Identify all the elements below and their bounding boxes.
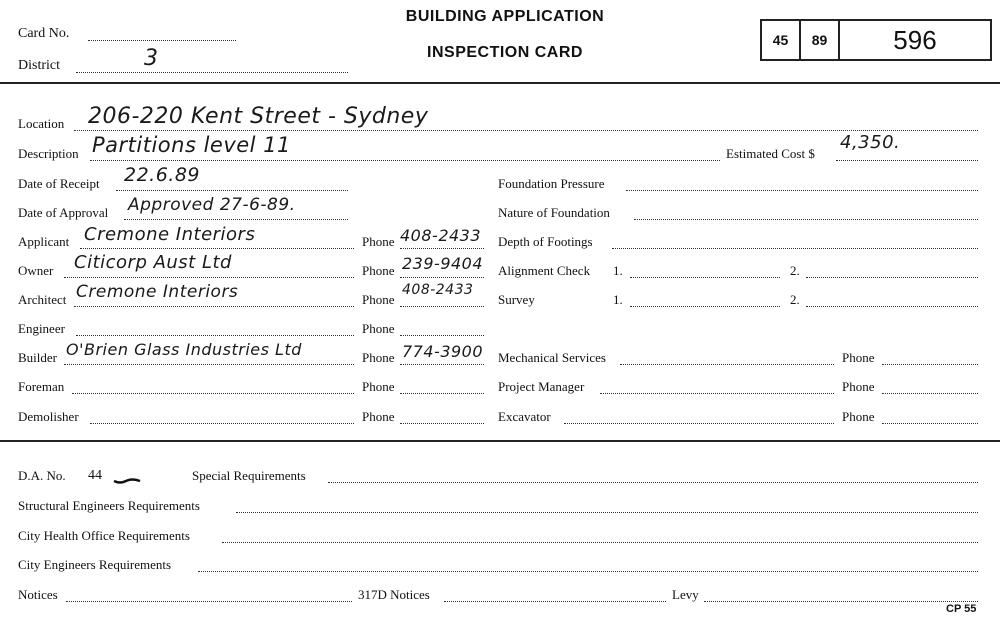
card-no-label: Card No.: [18, 26, 70, 41]
survey-num2: 2.: [790, 292, 800, 307]
builder-phone-field[interactable]: [400, 364, 484, 365]
header-divider: [0, 82, 1000, 84]
location-value: 206-220 Kent Street - Sydney: [88, 104, 429, 129]
city-engineers-field[interactable]: [198, 571, 978, 572]
excavator-phone-label: Phone: [842, 409, 875, 424]
architect-phone-field[interactable]: [400, 306, 484, 307]
alignment-check-1-field[interactable]: [630, 277, 780, 278]
builder-field[interactable]: [64, 364, 354, 365]
notices-label: Notices: [18, 587, 58, 602]
description-label: Description: [18, 146, 79, 161]
survey-label: Survey: [498, 292, 535, 307]
district-field[interactable]: [76, 72, 348, 73]
depth-footings-field[interactable]: [612, 248, 978, 249]
date-approval-field[interactable]: [124, 219, 348, 220]
location-label: Location: [18, 116, 65, 131]
alignment-num1: 1.: [613, 263, 623, 278]
structural-label: Structural Engineers Requirements: [18, 498, 200, 513]
date-receipt-value: 22.6.89: [124, 164, 201, 186]
location-field[interactable]: [74, 130, 978, 131]
architect-field[interactable]: [74, 306, 354, 307]
builder-value: O'Brien Glass Industries Ltd: [66, 340, 302, 359]
title-line1: BUILDING APPLICATION: [405, 8, 605, 25]
excavator-label: Excavator: [498, 409, 551, 424]
architect-value: Cremone Interiors: [76, 282, 239, 302]
demolisher-phone-field[interactable]: [400, 423, 484, 424]
owner-phone-label: Phone: [362, 263, 395, 278]
alignment-num2: 2.: [790, 263, 800, 278]
health-label: City Health Office Requirements: [18, 528, 190, 543]
engineer-field[interactable]: [76, 335, 354, 336]
project-manager-field[interactable]: [600, 393, 834, 394]
demolisher-phone-label: Phone: [362, 409, 395, 424]
date-receipt-label: Date of Receipt: [18, 176, 100, 191]
estimated-cost-label: Estimated Cost $: [726, 146, 815, 161]
city-engineers-label: City Engineers Requirements: [18, 557, 172, 572]
da-no-value: 44: [88, 468, 102, 483]
estimated-cost-value: 4,350.: [840, 132, 901, 153]
excavator-field[interactable]: [564, 423, 834, 424]
foundation-pressure-field[interactable]: [626, 190, 978, 191]
architect-phone-label: Phone: [362, 292, 395, 307]
project-manager-phone-label: Phone: [842, 379, 875, 394]
description-field[interactable]: [90, 160, 720, 161]
nature-foundation-label: Nature of Foundation: [498, 205, 610, 220]
code-b: 89: [801, 21, 840, 59]
engineer-phone-field[interactable]: [400, 335, 484, 336]
levy-label: Levy: [672, 587, 699, 602]
applicant-field[interactable]: [80, 248, 354, 249]
da-no-handwritten-mark: [112, 472, 142, 486]
district-value: 3: [144, 46, 159, 71]
foreman-phone-field[interactable]: [400, 393, 484, 394]
architect-phone-value: 408-2433: [402, 282, 474, 298]
foundation-pressure-label: Foundation Pressure: [498, 176, 605, 191]
notices-317d-label: 317D Notices: [358, 587, 430, 602]
form-code: CP 55: [946, 603, 977, 615]
structural-field[interactable]: [236, 512, 978, 513]
estimated-cost-field[interactable]: [836, 160, 978, 161]
health-field[interactable]: [222, 542, 978, 543]
mechanical-field[interactable]: [620, 364, 834, 365]
foreman-label: Foreman: [18, 379, 65, 394]
foreman-field[interactable]: [72, 393, 354, 394]
alignment-check-label: Alignment Check: [498, 263, 591, 278]
levy-field[interactable]: [704, 601, 978, 602]
survey-1-field[interactable]: [630, 306, 780, 307]
applicant-value: Cremone Interiors: [84, 224, 256, 245]
depth-footings-label: Depth of Footings: [498, 234, 593, 249]
card-no-field[interactable]: [88, 40, 236, 41]
special-requirements-label: Special Requirements: [192, 468, 306, 483]
special-requirements-field[interactable]: [328, 482, 978, 483]
builder-label: Builder: [18, 350, 57, 365]
date-receipt-field[interactable]: [116, 190, 348, 191]
applicant-phone-field[interactable]: [400, 248, 484, 249]
demolisher-label: Demolisher: [18, 409, 79, 424]
notices-317d-field[interactable]: [444, 601, 666, 602]
survey-2-field[interactable]: [806, 306, 978, 307]
applicant-label: Applicant: [18, 234, 70, 249]
applicant-phone-value: 408-2433: [400, 226, 482, 245]
card-number: 596: [893, 24, 937, 55]
notices-field[interactable]: [66, 601, 352, 602]
mechanical-phone-field[interactable]: [882, 364, 978, 365]
alignment-check-2-field[interactable]: [806, 277, 978, 278]
excavator-phone-field[interactable]: [882, 423, 978, 424]
builder-phone-value: 774-3900: [402, 342, 484, 361]
architect-label: Architect: [18, 292, 67, 307]
requirements-divider: [0, 440, 1000, 442]
nature-foundation-field[interactable]: [634, 219, 978, 220]
project-manager-label: Project Manager: [498, 379, 585, 394]
foreman-phone-label: Phone: [362, 379, 395, 394]
survey-num1: 1.: [613, 292, 623, 307]
owner-phone-field[interactable]: [400, 277, 484, 278]
da-no-label: D.A. No.: [18, 468, 66, 483]
mechanical-label: Mechanical Services: [498, 350, 606, 365]
applicant-phone-label: Phone: [362, 234, 395, 249]
date-approval-label: Date of Approval: [18, 205, 109, 220]
owner-field[interactable]: [64, 277, 354, 278]
engineer-phone-label: Phone: [362, 321, 395, 336]
project-manager-phone-field[interactable]: [882, 393, 978, 394]
demolisher-field[interactable]: [90, 423, 354, 424]
builder-phone-label: Phone: [362, 350, 395, 365]
code-a: 45: [762, 21, 801, 59]
owner-value: Citicorp Aust Ltd: [74, 252, 232, 273]
owner-phone-value: 239-9404: [402, 254, 484, 273]
title-line2: INSPECTION CARD: [427, 44, 583, 61]
district-label: District: [18, 58, 60, 73]
owner-label: Owner: [18, 263, 54, 278]
date-approval-value: Approved 27-6-89.: [128, 195, 296, 215]
description-value: Partitions level 11: [92, 133, 291, 157]
engineer-label: Engineer: [18, 321, 65, 336]
card-code-box: [760, 19, 992, 61]
mechanical-phone-label: Phone: [842, 350, 875, 365]
